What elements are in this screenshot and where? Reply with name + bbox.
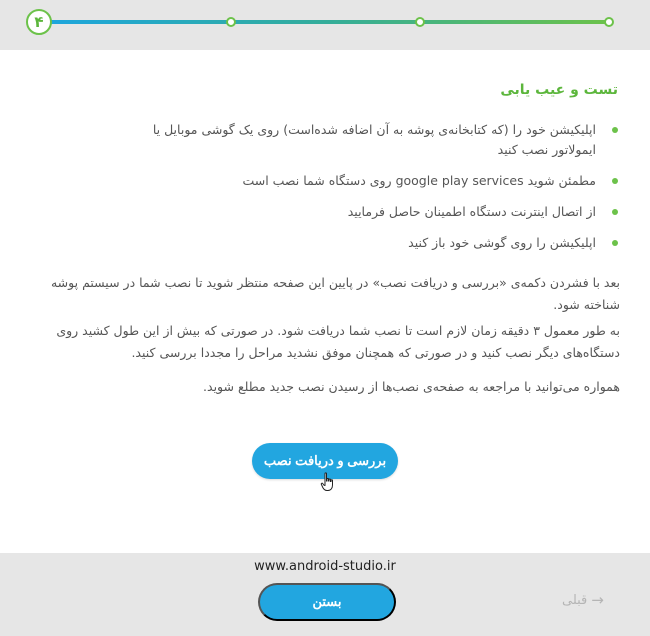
site-watermark: www.android-studio.ir [254, 559, 396, 574]
step-node-3 [226, 17, 236, 27]
step-node-1 [604, 17, 614, 27]
list-item-text: از اتصال اینترنت دستگاه اطمینان حاصل فرمایید [347, 204, 596, 219]
step-content [0, 50, 650, 553]
list-item-text: اپلیکیشن را روی گوشی خود باز کنید [408, 235, 596, 250]
list-item-text: اپلیکیشن خود را (که کتابخانه‌ی پوشه به آن اضافه شده‌است) روی یک گوشی موبایل یا ایمولاتور نصب کنید [152, 122, 596, 157]
arrow-right-icon: → [591, 591, 604, 609]
wizard-footer [0, 553, 650, 636]
list-item [120, 120, 620, 160]
bullet-dot-icon [612, 178, 618, 184]
requirements-list [120, 120, 620, 264]
bullet-dot-icon [612, 209, 618, 215]
bullet-dot-icon [612, 127, 618, 133]
previous-button[interactable] [562, 591, 604, 609]
step-node-2 [415, 17, 425, 27]
close-button[interactable]: بستن [258, 583, 396, 621]
list-item [120, 233, 620, 253]
section-title: تست و عیب یابی [500, 82, 618, 98]
previous-label: قبلی [562, 592, 588, 608]
current-step-indicator [26, 9, 52, 35]
wizard-progress-bar [0, 0, 650, 50]
instruction-paragraph-2: به طور معمول ۳ دقیقه زمان لازم است تا نصب شما دریافت شود. در صورتی که بیش از این طول کشید روی دستگاه‌های دیگر نصب کنید و در صورتی که همچنان موفق نشدید مراحل را مجددا بررسی کنید. [56, 323, 620, 360]
bullet-dot-icon [612, 240, 618, 246]
progress-track [44, 20, 610, 24]
instruction-paragraph-3: همواره می‌توانید با مراجعه به صفحه‌ی نصب‌ها از رسیدن نصب جدید مطلع شوید. [203, 379, 620, 394]
list-item [120, 171, 620, 191]
current-step-number: ۴ [34, 12, 44, 31]
instruction-paragraph-1: بعد با فشردن دکمه‌ی «بررسی و دریافت نصب» در پایین این صفحه منتظر شوید تا نصب شما در سیستم پوشه شناخته شود. [50, 275, 620, 312]
check-and-receive-install-button[interactable]: بررسی و دریافت نصب [252, 443, 398, 479]
hand-pointer-cursor-icon [320, 472, 336, 492]
list-item [120, 202, 620, 222]
list-item-text: مطمئن شوید google play services روی دستگاه شما نصب است [242, 173, 596, 188]
